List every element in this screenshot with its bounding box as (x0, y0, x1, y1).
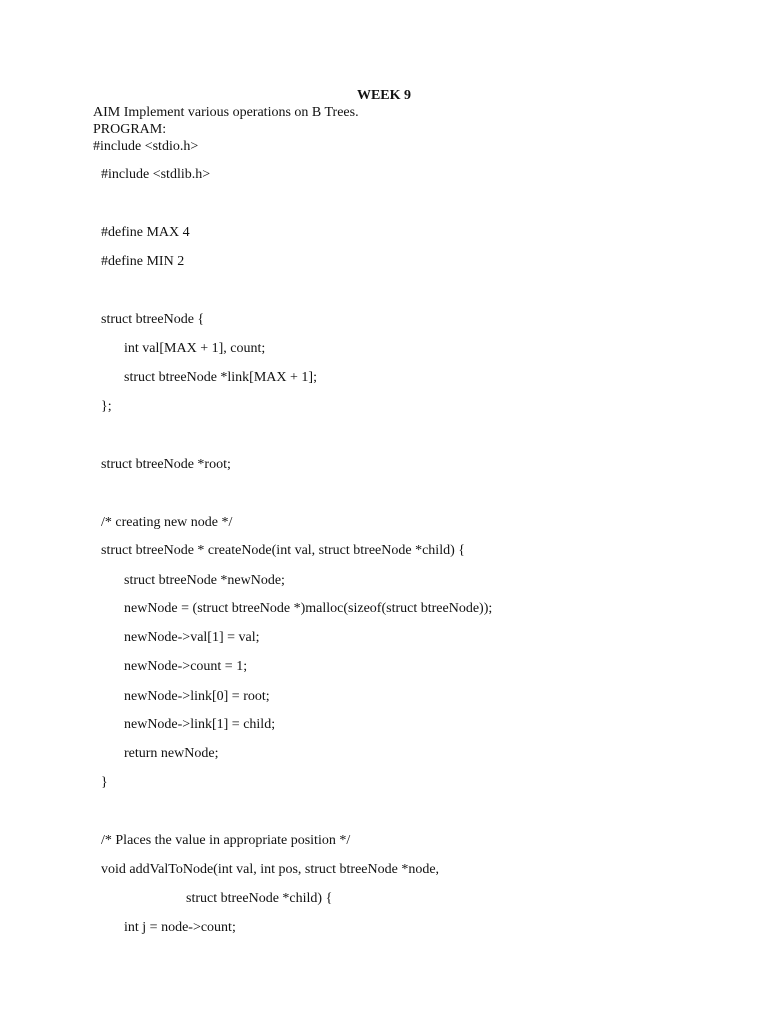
code-line: int val[MAX + 1], count; (124, 341, 266, 356)
code-line: struct btreeNode *root; (101, 457, 231, 472)
code-line: #include <stdlib.h> (101, 167, 211, 182)
aim-statement: AIM Implement various operations on B Trees. (93, 105, 359, 120)
code-comment: /* Places the value in appropriate position */ (101, 833, 351, 848)
code-line: newNode->link[1] = child; (124, 717, 276, 732)
code-line: return newNode; (124, 746, 219, 761)
code-line: int j = node->count; (124, 920, 236, 935)
code-line: struct btreeNode * createNode(int val, struct btreeNode *child) { (101, 543, 465, 558)
code-line: newNode->val[1] = val; (124, 630, 260, 645)
page-title: WEEK 9 (356, 88, 412, 103)
code-line: } (101, 775, 108, 790)
code-line: struct btreeNode *child) { (186, 891, 333, 906)
code-line: struct btreeNode *newNode; (124, 573, 285, 588)
code-line: struct btreeNode *link[MAX + 1]; (124, 370, 317, 385)
code-line: }; (101, 399, 112, 414)
code-line: #define MAX 4 (101, 225, 190, 240)
code-line-include-stdio: #include <stdio.h> (93, 139, 199, 154)
code-line: #define MIN 2 (101, 254, 185, 269)
code-line: newNode->count = 1; (124, 659, 248, 674)
code-line: void addValToNode(int val, int pos, struct btreeNode *node, (101, 862, 440, 877)
code-line: newNode = (struct btreeNode *)malloc(sizeof(struct btreeNode)); (124, 601, 493, 616)
code-line: newNode->link[0] = root; (124, 689, 270, 704)
code-line: struct btreeNode { (101, 312, 205, 327)
program-label: PROGRAM: (93, 122, 167, 137)
code-comment: /* creating new node */ (101, 515, 233, 530)
